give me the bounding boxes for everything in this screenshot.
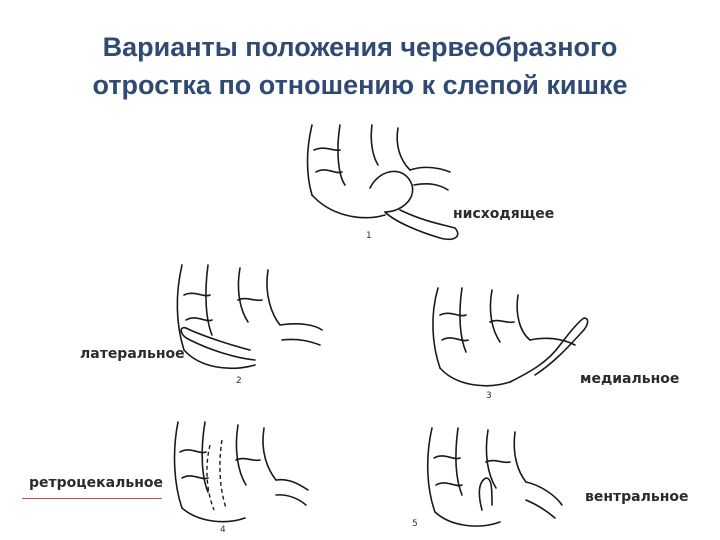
figure-retrocecal	[175, 422, 308, 535]
label-descending: нисходящее	[453, 206, 555, 222]
title-line-1: Варианты положения червеобразного	[102, 32, 618, 62]
figure-lateral	[177, 265, 322, 386]
figure-number-4: 4	[220, 525, 226, 535]
figure-number-5: 5	[412, 519, 418, 529]
label-lateral: латеральное	[80, 346, 185, 362]
figure-number-2: 2	[236, 376, 242, 386]
title-line-2: отростка по отношению к слепой кишке	[92, 70, 628, 100]
label-medial: медиальное	[580, 371, 680, 387]
figure-number-3: 3	[486, 391, 492, 401]
label-ventral: вентральное	[585, 489, 689, 505]
figure-ventral	[412, 428, 562, 529]
figure-number-1: 1	[366, 231, 372, 241]
figure-descending	[308, 125, 458, 241]
label-retrocecal: ретроцекальное	[29, 475, 163, 491]
figure-medial	[433, 288, 588, 401]
label-underline	[22, 498, 162, 499]
